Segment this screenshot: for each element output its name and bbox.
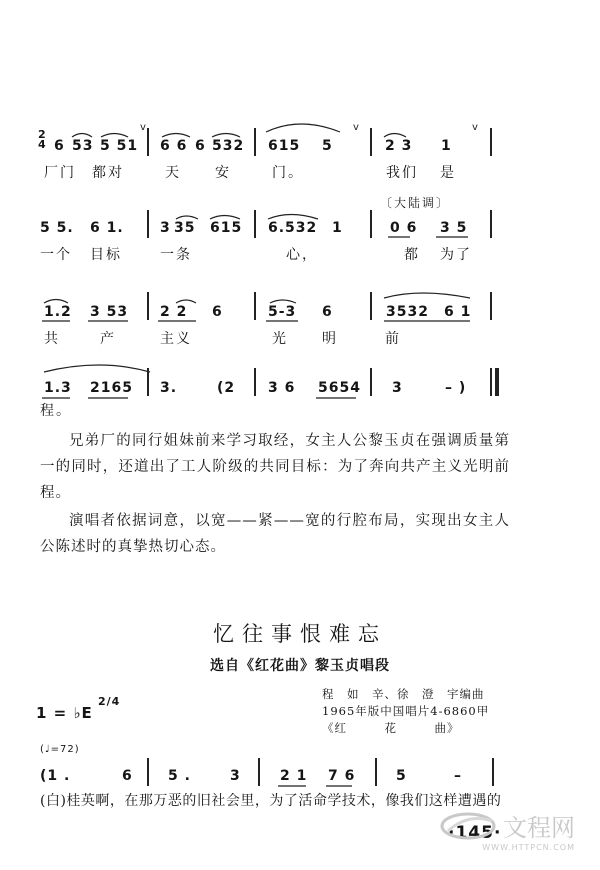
tempo-marking: (♩=72) [40,744,80,755]
note-group: 615 [210,220,243,236]
lyric: 安 [215,165,231,181]
note-group: 5654 [318,380,361,396]
commentary-paragraph: 兄弟厂的同行姐妹前来学习取经，女主人公黎玉贞在强调质量第一的同时，还道出了工人阶级的共同目标：为了奔向共产主义光明前程。 [40,433,510,501]
note-group: 532 [212,138,245,154]
note-group: 3 53 [90,304,129,320]
lyric: 是 [440,165,456,181]
note-group: 6 [212,304,223,320]
time-signature: 2/4 [98,695,121,708]
note-group: 5 51 [100,138,139,154]
note-group: 615 [268,138,301,154]
note-group: 6.532 [268,220,318,236]
svg-text:v: v [140,122,146,133]
score-line-2 [0,190,600,290]
lyric: 一条 [160,247,192,263]
lyric: 程。 [40,403,72,419]
note-group: 6 [122,768,133,784]
note-group: 5 5. [40,220,74,236]
lyric: 一个 [40,247,72,263]
lyric: 为了 [440,247,472,263]
note-group: 3 5 [440,220,468,236]
watermark-logo-icon [438,809,498,843]
note-group: 2 2 [160,304,188,320]
lyric: 我们 [386,165,418,181]
time-signature: 2 4 [38,128,47,151]
note-group: 3 [392,380,403,396]
note-group: 6 [322,304,333,320]
note-group: 1 [441,138,452,154]
lyric: 厂门 [44,165,76,181]
note-group: 3 [160,220,171,236]
lyric: 明 [322,331,338,347]
work-credit: 《红 花 曲》 [322,721,460,735]
lyric: 都对 [92,165,124,181]
note-group: 3 6 [268,380,296,396]
slur-marks [0,100,600,200]
note-group: 2 3 [385,138,413,154]
spoken-line: (白)桂英啊，在那万恶的旧社会里，为了活命学技术，像我们这样遭遇的 [40,793,502,809]
lyric: 主义 [160,331,192,347]
region-label: 〔大陆调〕 [380,196,451,210]
watermark-url: WWW.HTTPCN.COM [482,843,575,852]
watermark [438,808,575,852]
note-group: 53 [72,138,94,154]
commentary-paragraph: 演唱者依据词意，以宽——紧——宽的行腔布局，实现出女主人公陈述时的真挚热切心态。 [40,513,510,555]
lyric: 前 [385,331,401,347]
score-line-1 [0,100,600,200]
note-group: 6 [54,138,65,154]
note-group: 1.3 [44,380,72,396]
note-group: 3. [160,380,178,396]
note-group: 5 [322,138,333,154]
note-group: 5 . [168,768,191,784]
lyric: 目标 [90,247,122,263]
svg-text:v: v [472,122,478,133]
note-group: 6 1. [90,220,124,236]
note-group: (2 [217,380,236,396]
note-group: 3 [230,768,241,784]
note-group: 0 6 [390,220,418,236]
note-group: 1.2 [44,304,72,320]
lyric: 都 [404,247,420,263]
note-group: – [454,768,462,784]
note-group: 5 [396,768,407,784]
song-subtitle: 选自《红花曲》黎玉贞唱段 [210,658,390,674]
page-number: ·145· [448,823,502,843]
lyric: 产 [100,331,116,347]
credits-block [322,686,489,737]
note-group: 6 1 [444,304,472,320]
note-group: 3532 [386,304,429,320]
arranger-credit: 程 如 辛、徐 澄 宇编曲 [322,687,485,701]
note-group: 6 [195,138,206,154]
note-group: 6 6 [160,138,188,154]
watermark-text: 文程网 [503,814,575,842]
song-title: 忆往事恨难忘 [213,622,387,646]
record-credit: 1965年版中国唱片4-6860甲 [322,704,490,718]
lyric: 共 [44,331,60,347]
slur-marks [0,190,600,290]
note-group: 1 [332,220,343,236]
lyric: 天 [165,165,181,181]
note-group: 5-3 [268,304,297,320]
lyric: 心， [286,247,318,263]
note-group: (1 . [40,768,71,784]
note-group: 2 1 [280,768,308,784]
note-group: – ) [445,380,467,396]
lyric: 光 [272,331,288,347]
note-group: 35 [174,220,196,236]
svg-text:v: v [353,122,359,133]
key-signature: 1 = ♭E [36,704,93,722]
lyric: 门。 [272,165,304,181]
note-group: 7 6 [328,768,356,784]
note-group: 2165 [90,380,133,396]
